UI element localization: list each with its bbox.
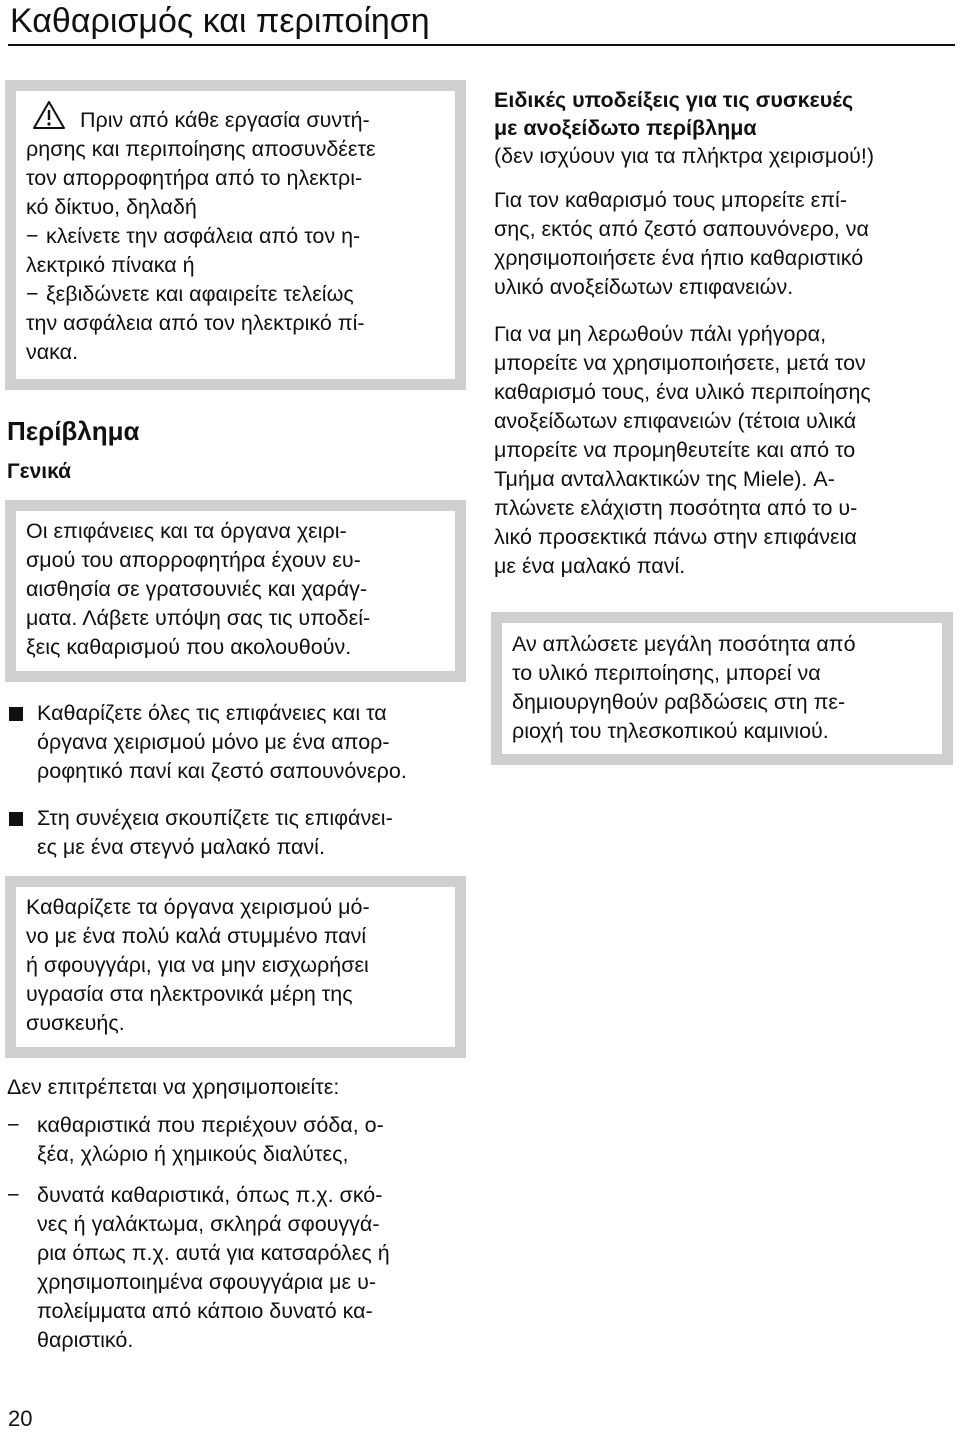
info-text-line: ξεις καθαρισμού που ακολουθούν. (26, 635, 352, 659)
right-paragraph-line: λικό προσεκτικά πάνω στην επιφάνεια (494, 525, 857, 549)
not-allowed-text: ξέα, χλώριο ή χημικούς διαλύτες, (37, 1142, 349, 1166)
info-text-line: σμού του απορροφητήρα έχουν ευ- (26, 548, 361, 572)
page-title: Καθαρισμός και περιποίηση (10, 2, 430, 40)
info-text-line: Καθαρίζετε τα όργανα χειρισμού μό- (26, 895, 370, 919)
right-paragraph-line: Για τον καθαρισμό τους μπορείτε επί- (494, 188, 847, 212)
info-text-line: Οι επιφάνειες και τα όργανα χειρι- (26, 519, 347, 543)
right-paragraph-line: χρησιμοποιήσετε ένα ήπιο καθαριστικό (494, 246, 864, 270)
info-text-line: ριοχή του τηλεσκοπικού καμινιού. (512, 719, 829, 743)
right-paragraph-line: σης, εκτός από ζεστό σαπουνόνερο, να (494, 217, 869, 241)
step-bullet (9, 707, 23, 721)
dash-bullet: − (26, 282, 39, 306)
step-text-line: ες με ένα στεγνό μαλακό πανί. (37, 835, 325, 859)
page-number: 20 (8, 1406, 33, 1431)
right-paragraph-line: καθαρισμό τους, ένα υλικό περιποίησης (494, 380, 871, 404)
right-paragraph-line: με ένα μαλακό πανί. (494, 554, 686, 578)
warning-text-line: κό δίκτυο, δηλαδή (26, 195, 197, 219)
section-heading: Περίβλημα (7, 416, 140, 446)
right-paragraph-line: υλικό ανοξείδωτων επιφανειών. (494, 275, 794, 299)
warning-text-line: ρησης και περιποίησης αποσυνδέετε (26, 137, 376, 161)
title-rule (8, 44, 955, 46)
dash-bullet: − (7, 1113, 20, 1137)
right-heading-line: Ειδικές υποδείξεις για τις συσκευές (494, 88, 854, 112)
not-allowed-text: ρια όπως π.χ. αυτά για κατσαρόλες ή (37, 1241, 390, 1265)
warning-dash-text: νακα. (26, 340, 79, 364)
step-text-line: Καθαρίζετε όλες τις επιφάνειες και τα (37, 701, 387, 725)
info-text-line: συσκευής. (26, 1011, 125, 1035)
not-allowed-text: καθαριστικά που περιέχουν σόδα, ο- (37, 1113, 384, 1137)
right-paragraph-line: ανοξείδωτων επιφανειών (τέτοια υλικά (494, 409, 857, 433)
info-text-line: αισθησία σε γρατσουνιές και χαράγ- (26, 577, 368, 601)
info-text-line: το υλικό περιποίησης, μπορεί να (512, 661, 821, 685)
info-text-line: ή σφουγγάρι, για να μην εισχωρήσει (26, 953, 369, 977)
right-paragraph-line: μπορείτε να προμηθευτείτε και από το (494, 438, 856, 462)
dash-bullet: − (7, 1183, 20, 1207)
warning-text-line: τον απορροφητήρα από το ηλεκτρι- (26, 166, 363, 190)
warning-dash-text: λεκτρικό πίνακα ή (26, 253, 195, 277)
not-allowed-text: νες ή γαλάκτωμα, σκληρά σφουγγά- (37, 1212, 380, 1236)
right-paragraph-line: Τμήμα ανταλλακτικών της Miele). Α- (494, 467, 835, 491)
warning-dash-text: κλείνετε την ασφάλεια από τον η- (46, 224, 361, 248)
not-allowed-text: θαριστικό. (37, 1328, 134, 1352)
warning-dash-text: ξεβιδώνετε και αφαιρείτε τελείως (46, 282, 354, 306)
right-paragraph-line: μπορείτε να χρησιμοποιήσετε, μετά τον (494, 351, 866, 375)
step-text-line: Στη συνέχεια σκουπίζετε τις επιφάνει- (37, 806, 393, 830)
right-note: (δεν ισχύουν για τα πλήκτρα χειρισμού!) (494, 144, 875, 168)
dash-bullet: − (26, 224, 39, 248)
step-text-line: ροφητικό πανί και ζεστό σαπουνόνερο. (37, 759, 407, 783)
right-paragraph-line: Για να μη λερωθούν πάλι γρήγορα, (494, 322, 827, 346)
not-allowed-text: χρησιμοποιημένα σφουγγάρια με υ- (37, 1270, 377, 1294)
info-text-line: υγρασία στα ηλεκτρονικά μέρη της (26, 982, 353, 1006)
warning-triangle-icon (32, 100, 66, 130)
warning-dash-text: την ασφάλεια από τον ηλεκτρικό πί- (26, 311, 365, 335)
info-text-line: δημιουργηθούν ραβδώσεις στη πε- (512, 690, 846, 714)
info-text-line: ματα. Λάβετε υπόψη σας τις υποδεί- (26, 606, 371, 630)
info-text-line: Αν απλώσετε μεγάλη ποσότητα από (512, 632, 856, 656)
not-allowed-intro: Δεν επιτρέπεται να χρησιμοποιείτε: (7, 1075, 340, 1099)
warning-text-line: Πριν από κάθε εργασία συντή- (80, 108, 370, 132)
not-allowed-text: πολείμματα από κάποιο δυνατό κα- (37, 1299, 373, 1323)
not-allowed-text: δυνατά καθαριστικά, όπως π.χ. σκό- (37, 1183, 383, 1207)
info-text-line: νο με ένα πολύ καλά στυμμένο πανί (26, 924, 367, 948)
section-subheading: Γενικά (7, 460, 72, 483)
step-bullet (9, 812, 23, 826)
right-paragraph-line: πλώνετε ελάχιστη ποσότητα από το υ- (494, 496, 858, 520)
step-text-line: όργανα χειρισμού μόνο με ένα απορ- (37, 730, 390, 754)
right-heading-line: με ανοξείδωτο περίβλημα (494, 116, 757, 140)
